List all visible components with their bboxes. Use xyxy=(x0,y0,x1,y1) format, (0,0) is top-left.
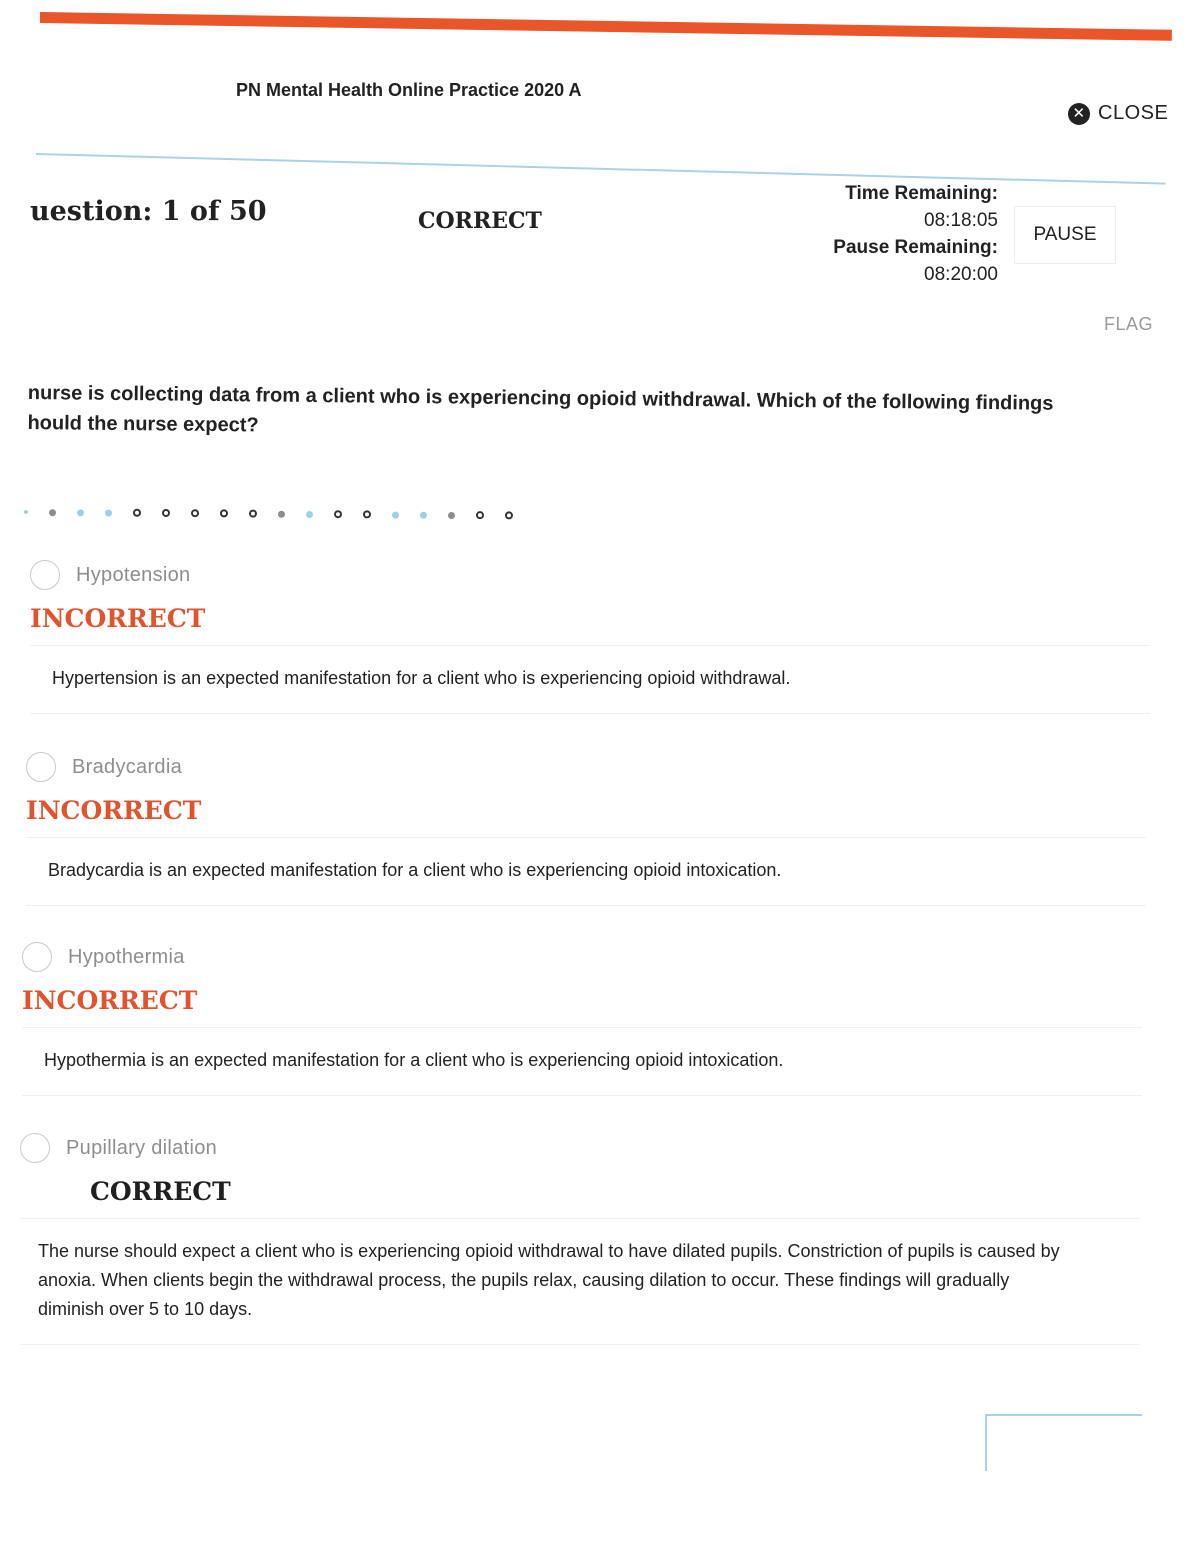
pause-button[interactable]: PAUSE xyxy=(1014,206,1116,264)
progress-dot[interactable] xyxy=(249,510,257,518)
answer-option xyxy=(22,942,1142,1096)
progress-dot[interactable] xyxy=(278,510,285,517)
option-label: Bradycardia xyxy=(72,755,183,778)
option-label: Pupillary dilation xyxy=(66,1136,218,1159)
progress-dot[interactable] xyxy=(191,509,199,517)
close-circle-icon: ✕ xyxy=(1068,103,1090,125)
pause-remaining-label: Pause Remaining: xyxy=(833,237,998,258)
rationale-text: The nurse should expect a client who is experiencing opioid withdrawal to have dilated pupils. Constriction of pupils is caused by anoxia. When clients begin the withdrawal process, the pupils relax, causing dilation to occur. These findings will gradually diminish over 5 to 10 days. xyxy=(20,1218,1140,1345)
timers-panel xyxy=(780,180,998,288)
question-stem-line-1: nurse is collecting data from a client who is experiencing opioid withdrawal. Which of the following findings xyxy=(27,381,1054,415)
exam-title: PN Mental Health Online Practice 2020 A xyxy=(236,80,582,100)
progress-dot[interactable] xyxy=(220,509,228,517)
time-remaining-value: 08:18:05 xyxy=(924,210,998,231)
progress-dot[interactable] xyxy=(448,511,455,518)
answer-choice-bradycardia[interactable] xyxy=(26,752,1146,782)
progress-dot[interactable] xyxy=(77,509,84,516)
progress-dot[interactable] xyxy=(162,509,170,517)
radio-button[interactable] xyxy=(22,942,52,972)
answer-choice-hypothermia[interactable] xyxy=(22,942,1142,972)
time-remaining-label: Time Remaining: xyxy=(845,183,998,204)
radio-button[interactable] xyxy=(26,752,56,782)
progress-dot[interactable] xyxy=(420,511,427,518)
bottom-navigation-frame xyxy=(985,1414,1142,1471)
verdict-label: INCORRECT xyxy=(26,796,202,825)
answer-option xyxy=(30,560,1150,714)
flag-button[interactable]: FLAG xyxy=(1104,314,1154,334)
progress-dot[interactable] xyxy=(24,510,28,514)
result-status: CORRECT xyxy=(418,208,542,234)
progress-dot[interactable] xyxy=(49,509,56,516)
progress-dot[interactable] xyxy=(133,509,141,517)
radio-button[interactable] xyxy=(30,560,60,590)
answer-option xyxy=(26,752,1146,906)
progress-dot[interactable] xyxy=(392,511,399,518)
radio-button[interactable] xyxy=(20,1133,50,1163)
progress-dot[interactable] xyxy=(334,510,342,518)
verdict-label: CORRECT xyxy=(90,1177,231,1206)
question-progress-dots xyxy=(24,505,534,523)
accent-top-bar xyxy=(40,12,1172,41)
progress-dot[interactable] xyxy=(306,510,313,517)
answer-option xyxy=(20,1133,1140,1345)
rationale-text: Hypertension is an expected manifestation for a client who is experiencing opioid withdrawal. xyxy=(30,645,1150,714)
answer-choice-hypotension[interactable] xyxy=(30,560,1150,590)
close-button[interactable] xyxy=(1068,102,1168,125)
progress-dot[interactable] xyxy=(363,510,371,518)
verdict-label: INCORRECT xyxy=(22,986,198,1015)
verdict-label: INCORRECT xyxy=(30,604,206,633)
rationale-text: Bradycardia is an expected manifestation for a client who is experiencing opioid intoxication. xyxy=(26,837,1146,906)
rationale-text: Hypothermia is an expected manifestation for a client who is experiencing opioid intoxication. xyxy=(22,1027,1142,1096)
pause-remaining-value: 08:20:00 xyxy=(924,264,998,285)
option-label: Hypothermia xyxy=(68,945,185,968)
question-counter: uestion: 1 of 50 xyxy=(30,196,267,227)
close-label: CLOSE xyxy=(1098,102,1169,124)
question-stem xyxy=(27,378,1148,450)
progress-dot[interactable] xyxy=(476,511,484,519)
option-label: Hypotension xyxy=(76,563,191,586)
question-stem-line-2: hould the nurse expect? xyxy=(27,411,259,437)
progress-dot[interactable] xyxy=(505,511,513,519)
answer-choice-pupillary-dilation[interactable] xyxy=(20,1133,1140,1163)
progress-dot[interactable] xyxy=(105,509,112,516)
